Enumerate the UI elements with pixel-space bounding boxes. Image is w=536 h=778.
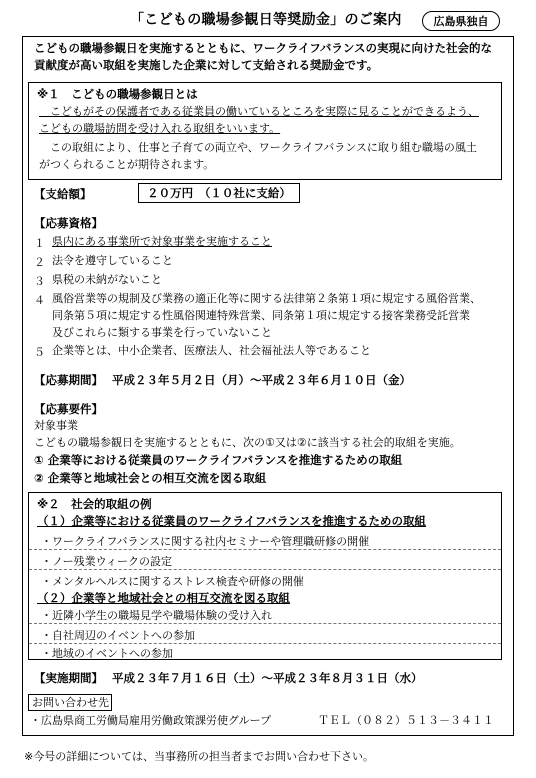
note2-box [28,492,502,660]
eligibility-num-5: ５ [34,346,45,359]
divider [29,569,501,570]
region-badge: 広島県独自 [422,11,500,31]
eligibility-num-1: １ [34,237,45,250]
eligibility-item-4-cont-1: 同条第５項に規定する性風俗関連特殊営業、同条第１項に規定する接客業務受託営業 [52,309,470,322]
eligibility-num-3: ３ [34,275,45,288]
eligibility-item-3: 県税の未納がないこと [52,273,162,286]
requirements-item-2: ② 企業等と地域社会との相互交流を図る取組 [34,471,267,485]
footnote: ※今号の詳細については、当事務所の担当者までお問い合わせ下さい。 [24,750,374,763]
eligibility-label: 【応募資格】 [34,216,103,230]
implementation-value: 平成２３年７月１６日（土）～平成２３年８月３１日（水） [112,671,423,685]
eligibility-num-4: ４ [34,294,45,307]
note2-sub2-item-1: ・近隣小学生の職場見学や職場体験の受け入れ [41,609,272,622]
eligibility-item-4-cont-2: 及びこれらに類する事業を行っていないこと [52,326,272,339]
intro-line-1: こどもの職場参観日を実施するとともに、ワークライフバランスの実現に向けた社会的な [34,41,493,55]
implementation-label: 【実施期間】 [34,671,103,685]
divider [29,549,501,550]
note2-heading: ※２ 社会的取組の例 [37,497,152,511]
note1-line-3: この取組により、仕事と子育ての両立や、ワークライフバランスに取り組む職場の風土 [39,141,477,154]
requirements-subhead: 対象事業 [34,419,78,432]
note1-line-2: こどもの職場訪問を受け入れる取組をいいます。 [39,122,281,135]
note2-sub1-item-2: ・ノー残業ウィークの設定 [41,555,173,568]
note1-line-1: こどもがその保護者である従業員の働いているところを実際に見ることができるよう、 [39,105,479,118]
eligibility-item-5: 企業等とは、中小企業者、医療法人、社会福祉法人等であること [52,344,371,357]
contact-tel: ＴＥＬ（０８２）５１３－３４１１ [318,714,494,727]
divider [29,643,501,644]
requirements-item-1: ① 企業等における従業員のワークライフバランスを推進するための取組 [34,453,403,467]
note2-sub2-item-3: ・地域のイベントへの参加 [41,647,173,660]
payment-amount: ２０万円 （１０社に支給） [138,183,300,203]
page-title: 「こどもの職場参観日等奨励金」のご案内 [130,12,402,28]
requirements-desc: こどもの職場参観日を実施するとともに、次の①又は②に該当する社会的取組を実施。 [34,436,461,449]
payment-label: 【支給額】 [34,187,92,201]
eligibility-item-1: 県内にある事業所で対象事業を実施すること [52,235,272,248]
note2-sub2: （２）企業等と地域社会との相互交流を図る取組 [37,591,290,605]
note2-sub1-item-3: ・メンタルヘルスに関するストレス検査や研修の開催 [41,575,304,588]
eligibility-num-2: ２ [34,256,45,269]
note1-box [28,82,502,180]
requirements-label: 【応募要件】 [34,402,103,416]
period-label: 【応募期間】 [34,373,103,387]
note2-sub1-item-1: ・ワークライフバランスに関する社内セミナーや管理職研修の開催 [41,535,370,548]
period-value: 平成２３年５月２日（月）～平成２３年６月１０日（金） [112,373,411,387]
note1-line-4: がつくられることが期待されます。 [39,158,215,171]
intro-text [34,40,508,74]
intro-line-2: 貢献度が高い取組を実施した企業に対して支給される奨励金です。 [34,58,379,72]
contact-label: お問い合わせ先 [28,694,112,711]
eligibility-item-2: 法令を遵守していること [52,254,173,267]
note2-sub2-item-2: ・自社周辺のイベントへの参加 [41,629,195,642]
contact-org: ・広島県商工労働局雇用労働政策課労使グループ [30,714,272,727]
divider [29,623,501,624]
note2-sub1: （１）企業等における従業員のワークライフバランスを推進するための取組 [37,514,427,528]
eligibility-item-4: 風俗営業等の規制及び業務の適正化等に関する法律第２条第１項に規定する風俗営業、 [52,292,481,305]
note1-heading: ※１ こどもの職場参観日とは [37,87,198,101]
